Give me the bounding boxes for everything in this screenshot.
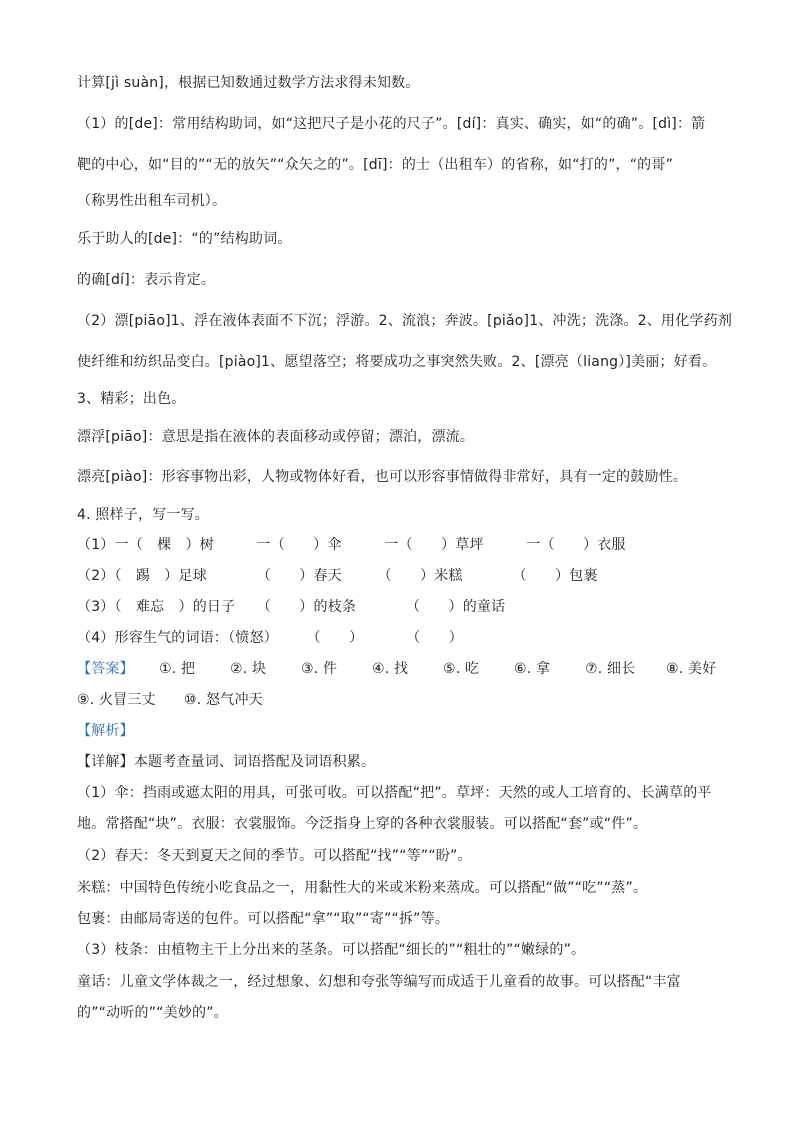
line-0: 计算[jì suàn]，根据已知数通过数学方法求得未知数。 bbox=[77, 75, 420, 91]
detail-line-3: （2）春天：冬天到夏天之间的季节。可以搭配“找”“等”“盼”。 bbox=[77, 848, 472, 864]
answer-item: ⑥. 拿 bbox=[514, 661, 551, 677]
detail-text: 本题考查量词、词语搭配及词语积累。 bbox=[133, 754, 376, 770]
line-2: 靶的中心，如“目的”“无的放矢”“众矢之的”。[dī]：的士（出租车）的省称，如“打的”，“的哥” bbox=[77, 157, 674, 173]
line-14: （3）（ 难忘 ）的日子 （ ）的枝条 （ ）的童话 bbox=[77, 599, 506, 615]
answer-item: ⑩. 怒气冲天 bbox=[184, 692, 263, 708]
answer-row-2 bbox=[77, 691, 263, 709]
line-1: （1）的[de]：常用结构助词，如“这把尺子是小花的尺子”。[dí]：真实、确实，如“的确”。[dì]：箭 bbox=[77, 116, 706, 132]
answer-item: ⑧. 美好 bbox=[666, 661, 717, 677]
line-3: （称男性出租车司机）。 bbox=[77, 193, 227, 209]
answer-item: ①. 把 bbox=[159, 661, 196, 677]
line-7: 使纤维和纺织品变白。[piào]1、愿望落空；将要成功之事突然失败。2、[漂亮（liang）]美丽；好看。 bbox=[77, 354, 717, 370]
line-11: 4. 照样子，写一写。 bbox=[77, 507, 210, 523]
line-12: （1）一（ 棵 ）树 一（ ）伞 一（ ）草坪 一（ ）衣服 bbox=[77, 537, 626, 553]
answer-item: ④. 找 bbox=[372, 661, 409, 677]
detail-label: 【详解】 bbox=[77, 754, 134, 770]
analysis-label: 【解析】 bbox=[77, 723, 134, 739]
detail-line-1: （1）伞：挡雨或遮太阳的用具，可张可收。可以搭配“把”。草坪：天然的或人工培育的、长满草的平 bbox=[77, 785, 712, 801]
line-15: （4）形容生气的词语：（愤怒） （ ） （ ） bbox=[77, 630, 463, 646]
detail-line-4: 米糕：中国特色传统小吃食品之一，用黏性大的米或米粉来蒸成。可以搭配“做”“吃”“蒸”。 bbox=[77, 880, 648, 896]
detail-line-7: 童话：儿童文学体裁之一，经过想象、幻想和夸张等编写而成适于儿童看的故事。可以搭配“丰富 bbox=[77, 974, 681, 990]
detail-line-5: 包裹：由邮局寄送的包件。可以搭配“拿”“取”“寄”“拆”等。 bbox=[77, 911, 450, 927]
answer-item: ⑨. 火冒三丈 bbox=[77, 692, 156, 708]
detail-line-0 bbox=[77, 753, 375, 771]
answer-item: ⑤. 吃 bbox=[443, 661, 480, 677]
detail-line-8: 的”“动听的”“美妙的”。 bbox=[77, 1005, 228, 1021]
answer-label: 【答案】 bbox=[77, 661, 134, 677]
answer-row-1 bbox=[77, 660, 717, 678]
line-13: （2）（ 踢 ）足球 （ ）春天 （ ）米糕 （ ）包裹 bbox=[77, 568, 598, 584]
detail-line-2: 地。常搭配“块”。衣服：衣裳服饰。今泛指身上穿的各种衣裳服装。可以搭配“套”或“件”。 bbox=[77, 816, 648, 832]
answer-item: ②. 块 bbox=[230, 661, 267, 677]
line-4: 乐于助人的[de]：“的”结构助词。 bbox=[77, 231, 292, 247]
answer-item: ⑦. 细长 bbox=[585, 661, 636, 677]
line-5: 的确[dí]：表示肯定。 bbox=[77, 272, 216, 288]
line-9: 漂浮[piāo]：意思是指在液体的表面移动或停留；漂泊，漂流。 bbox=[77, 429, 475, 445]
answer-item: ③. 件 bbox=[301, 661, 338, 677]
line-10: 漂亮[piào]：形容事物出彩，人物或物体好看，也可以形容事情做得非常好，具有一定的鼓励性。 bbox=[77, 469, 688, 485]
line-6: （2）漂[piāo]1、浮在液体表面不下沉；浮游。2、流浪；奔波。[piǎo]1、冲洗；洗涤。2、用化学药剂 bbox=[77, 313, 733, 329]
detail-line-6: （3）枝条：由植物主干上分出来的茎条。可以搭配“细长的”“粗壮的”“嫩绿的”。 bbox=[77, 942, 586, 958]
line-8: 3、精彩；出色。 bbox=[77, 391, 186, 407]
